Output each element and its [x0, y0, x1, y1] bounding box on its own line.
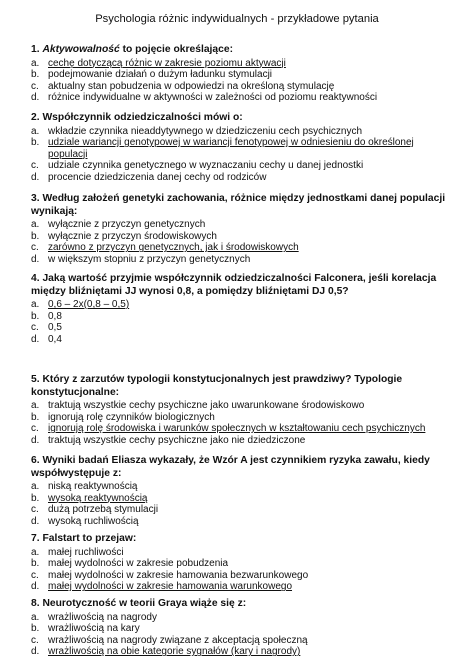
answer-text: w większym stopniu z przyczyn genetycznych — [48, 253, 251, 265]
answer-option — [31, 635, 451, 647]
answer-letter: a. — [31, 546, 40, 558]
answer-letter: c. — [31, 242, 39, 254]
question-text — [31, 44, 451, 57]
answer-text: aktualny stan pobudzenia w odpowiedzi na określoną stymulację — [48, 80, 335, 92]
question-text — [31, 112, 451, 125]
answer-text: małej wydolności w zakresie pobudzenia — [48, 558, 229, 570]
answer-option — [31, 69, 451, 81]
answer-letter: b. — [31, 623, 40, 635]
answer-option — [31, 242, 451, 254]
question-body: Współczynnik odziedziczalności mówi o: — [42, 112, 243, 123]
answer-option — [31, 299, 451, 311]
answer-letter: a. — [31, 125, 40, 137]
answer-text: traktują wszystkie cechy psychiczne jako nie dziedziczone — [48, 434, 306, 446]
question-number: 7. — [31, 533, 43, 544]
answer-option — [31, 81, 451, 93]
answer-option — [31, 334, 451, 346]
answer-option — [31, 646, 451, 658]
answer-text: 0,8 — [48, 310, 62, 322]
answer-letter: d. — [31, 253, 40, 265]
answer-option — [31, 423, 451, 435]
answer-option — [31, 231, 451, 243]
answer-letter: b. — [31, 558, 40, 570]
answer-text: małej wydolności w zakresie hamowania bezwarunkowego — [48, 569, 309, 581]
answer-text-correct: wysoką reaktywnością — [48, 492, 148, 504]
answer-option — [31, 623, 451, 635]
answer-option — [31, 137, 451, 160]
question-number: 2. — [31, 112, 43, 123]
question-body: Falstart to przejaw: — [42, 533, 137, 544]
question-8 — [31, 598, 451, 658]
answer-letter: a. — [31, 57, 40, 69]
answer-option — [31, 493, 451, 505]
answer-option — [31, 435, 451, 447]
answer-option — [31, 311, 451, 323]
answer-letter: d. — [31, 333, 40, 345]
answer-text: małej ruchliwości — [48, 546, 124, 558]
question-4 — [31, 273, 451, 345]
answer-text: wkładzie czynnika nieaddytywnego w dziedziczeniu cech psychicznych — [48, 125, 363, 137]
question-body: Według założeń genetyki zachowania, różnice między jednostkami danej populacji wynikają: — [31, 193, 446, 217]
answer-option — [31, 581, 451, 593]
answer-option — [31, 412, 451, 424]
answer-text: różnice indywidualne w aktywności w zależności od poziomu reaktywności — [48, 92, 378, 104]
question-number: 6. — [31, 455, 43, 466]
answer-text: wrażliwością na nagrody — [48, 611, 157, 623]
question-text — [31, 455, 451, 480]
answer-text: wrażliwością na nagrody związane z akceptacją społeczną — [48, 634, 308, 646]
question-number: 5. — [31, 374, 43, 385]
answer-letter: c. — [31, 504, 39, 516]
answer-text: 0,5 — [48, 322, 62, 334]
answer-text: wyłącznie z przyczyn genetycznych — [48, 219, 206, 230]
answer-option — [31, 172, 451, 184]
answer-option — [31, 400, 451, 412]
question-body: Który z zarzutów typologii konstytucjonalnych jest prawdziwy? Typologie konstytucjonalne: — [31, 374, 403, 398]
answer-text: niską reaktywnością — [48, 481, 138, 492]
answer-option — [31, 570, 451, 582]
question-6 — [31, 455, 451, 527]
answer-letter: c. — [31, 322, 39, 334]
question-text — [31, 273, 451, 298]
question-2 — [31, 112, 451, 183]
answer-text-correct: ignorują rolę środowiska i warunków społecznych w kształtowaniu cech psychicznych — [48, 423, 426, 435]
answer-letter: a. — [31, 400, 40, 411]
question-text — [31, 193, 451, 218]
answer-letter: d. — [31, 92, 40, 104]
answer-letter: a. — [31, 611, 40, 623]
answer-text: ignorują rolę czynników biologicznych — [48, 411, 215, 423]
answer-letter: c. — [31, 569, 39, 581]
question-body: Neurotyczność w teorii Graya wiąże się z: — [42, 598, 247, 609]
answer-option — [31, 504, 451, 516]
answer-letter: c. — [31, 634, 39, 646]
answer-text-correct: wrażliwością na obie kategorie sygnałów (kary i nagrody) — [48, 646, 301, 658]
answer-letter: b. — [31, 411, 40, 423]
page-title: Psychologia różnic indywidualnych - przykładowe pytania — [95, 13, 379, 25]
question-number: 4. — [31, 273, 43, 284]
answer-text: dużą potrzebą stymulacji — [48, 504, 159, 516]
answer-text: udziale czynnika genetycznego w wyznaczaniu cechy u danej jednostki — [48, 160, 364, 172]
answer-option — [31, 612, 451, 624]
answer-text: wysoką ruchliwością — [48, 515, 139, 527]
answer-text: wrażliwością na kary — [48, 623, 140, 635]
answer-option — [31, 558, 451, 570]
answer-letter: d. — [31, 515, 40, 527]
answer-text-correct: 0,6 – 2x(0,8 – 0,5) — [48, 299, 130, 310]
question-7 — [31, 533, 451, 593]
answer-letter: d. — [31, 646, 40, 658]
answer-letter: d. — [31, 434, 40, 446]
answer-option — [31, 547, 451, 559]
question-number: 3. — [31, 193, 43, 204]
answer-letter: b. — [31, 492, 40, 504]
answer-letter: c. — [31, 160, 39, 172]
answer-option — [31, 160, 451, 172]
answer-text-correct: cechę dotyczącą różnic w zakresie poziomu aktywacji — [48, 57, 286, 69]
answer-text: 0,4 — [48, 333, 62, 345]
question-body: Wyniki badań Eliasza wykazały, że Wzór A jest czynnikiem ryzyka zawału, kiedy współwystępuje z: — [31, 455, 430, 479]
answer-option — [31, 58, 451, 70]
question-text — [31, 598, 451, 611]
answer-option — [31, 254, 451, 266]
answer-text: wyłącznie z przyczyn środowiskowych — [48, 230, 217, 242]
answer-letter: b. — [31, 230, 40, 242]
question-3 — [31, 193, 451, 265]
question-body: Jaką wartość przyjmie współczynnik odziedziczalności Falconera, jeśli korelacja między bliźniętami JJ wynosi 0,8, a pomiędzy bliźniętami DJ 0,5? — [31, 273, 437, 297]
answer-letter: c. — [31, 423, 39, 435]
answer-text: procencie dziedziczenia danej cechy od rodziców — [48, 171, 267, 183]
answer-letter: a. — [31, 219, 40, 230]
question-1 — [31, 44, 451, 104]
question-body: to pojęcie określające: — [119, 44, 234, 55]
question-term: Aktywowalność — [42, 44, 120, 55]
answer-option — [31, 92, 451, 104]
answer-option — [31, 322, 451, 334]
question-5 — [31, 374, 451, 446]
answer-text: traktują wszystkie cechy psychiczne jako uwarunkowane środowiskowo — [48, 400, 365, 411]
answer-text-correct: małej wydolności w zakresie hamowania warunkowego — [48, 581, 293, 593]
answer-letter: a. — [31, 481, 40, 492]
answer-letter: d. — [31, 171, 40, 183]
answer-option — [31, 481, 451, 493]
answer-option — [31, 219, 451, 231]
answer-text-correct: zarówno z przyczyn genetycznych, jak i środowiskowych — [48, 242, 299, 254]
question-number: 8. — [31, 598, 43, 609]
answer-letter: d. — [31, 581, 40, 593]
answer-letter: c. — [31, 80, 39, 92]
answer-letter: b. — [31, 137, 40, 149]
question-text — [31, 533, 451, 546]
answer-letter: b. — [31, 310, 40, 322]
answer-text: podejmowanie działań o dużym ładunku stymulacji — [48, 69, 273, 81]
answer-option — [31, 126, 451, 138]
answer-letter: a. — [31, 299, 40, 310]
answer-letter: b. — [31, 69, 40, 81]
answer-text-correct: udziale wariancji genotypowej w wariancji fenotypowej w odniesieniu do określonej populacji — [48, 137, 414, 160]
question-text — [31, 374, 451, 399]
question-number: 1. — [31, 44, 43, 55]
answer-option — [31, 516, 451, 528]
